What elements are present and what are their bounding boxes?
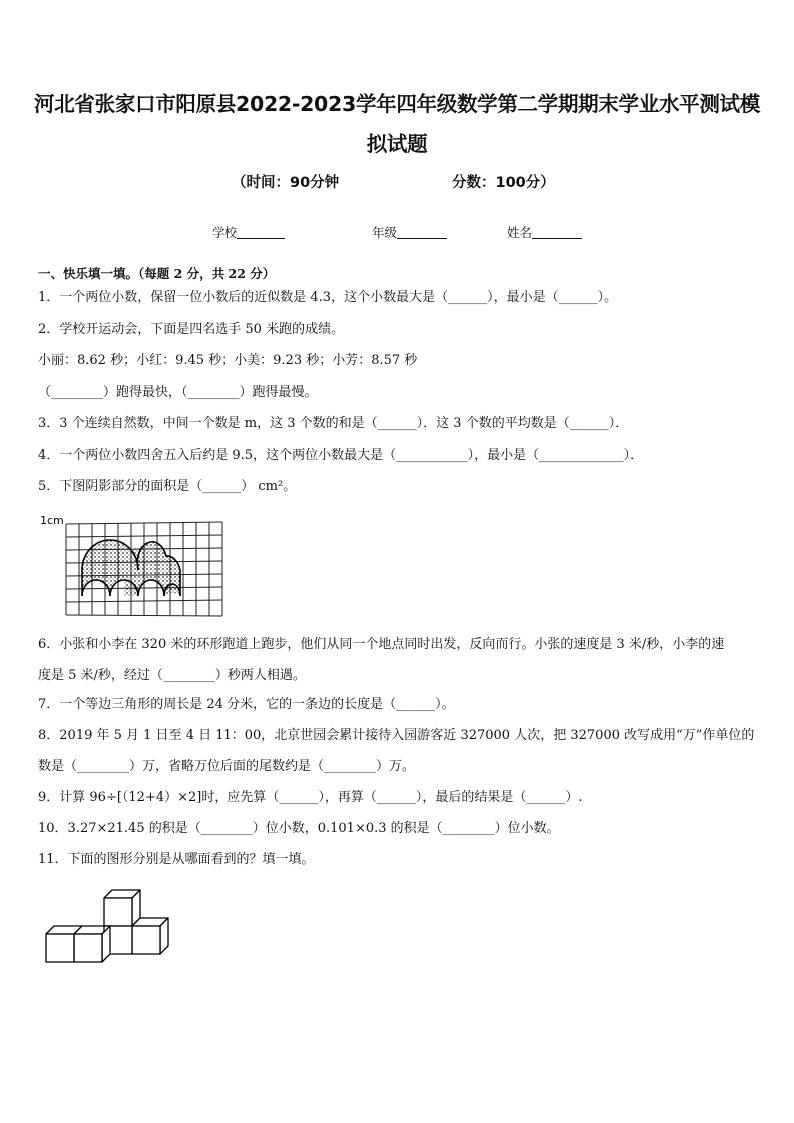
page-title: 河北省张家口市阳原县2022-2023学年四年级数学第二学期期末学业水平测试模拟试题 — [34, 92, 760, 156]
exam-score: 分数：100分） — [452, 175, 555, 191]
school-blank[interactable] — [237, 226, 285, 239]
name-blank[interactable] — [532, 226, 582, 239]
school-field[interactable] — [212, 223, 285, 241]
cube-stack-figure — [38, 884, 170, 970]
cube-stack-diagram — [38, 884, 170, 966]
question-8-line-2: 数是（________）万，省略万位后面的尾数约是（________）万。 — [38, 759, 416, 774]
question-6-line-1: 6．小张和小李在 320 米的环形跑道上跑步，他们从同一个地点同时出发，反向而行。小张的速度是 3 米/秒，小李的速 — [38, 637, 725, 652]
question-7: 7．一个等边三角形的周长是 24 分米，它的一条边的长度是（______）。 — [38, 697, 455, 712]
name-field[interactable] — [507, 223, 582, 241]
question-2-blanks: （________）跑得最快，（________）跑得最慢。 — [38, 385, 318, 400]
grade-label: 年级 — [372, 225, 398, 240]
question-1: 1．一个两位小数，保留一位小数后的近似数是 4.3，这个小数最大是（______），最小是（______）。 — [38, 290, 618, 305]
school-label: 学校 — [212, 225, 238, 240]
question-6-line-2: 度是 5 米/秒，经过（________）秒两人相遇。 — [38, 668, 306, 683]
exam-time: （时间：90分钟 — [232, 175, 340, 191]
shaded-area-grid-diagram — [38, 512, 228, 620]
question-5: 5．下图阴影部分的面积是（______） cm²。 — [38, 479, 297, 494]
question-4: 4．一个两位小数四舍五入后约是 9.5，这个两位小数最大是（___________），最小是（_____________）． — [38, 448, 644, 463]
question-10: 10．3.27×21.45 的积是（________）位小数，0.101×0.3 的积是（________）位小数。 — [38, 821, 560, 836]
question-8-line-1: 8．2019 年 5 月 1 日至 4 日 11：00，北京世园会累计接待入园游客近 327000 人次，把 327000 改写成用“万”作单位的 — [38, 728, 755, 743]
question-11: 11．下面的图形分别是从哪面看到的？填一填。 — [38, 852, 315, 867]
grid-shaded-figure — [38, 512, 228, 624]
question-2-data: 小丽：8.62 秒；小红：9.45 秒；小美：9.23 秒；小芳：8.57 秒 — [38, 353, 418, 368]
name-label: 姓名 — [507, 225, 533, 240]
unit-label: 1cm — [40, 514, 64, 527]
question-2: 2．学校开运动会，下面是四名选手 50 米跑的成绩。 — [38, 322, 345, 337]
question-3: 3．3 个连续自然数，中间一个数是 m，这 3 个数的和是（______）．这 3 个数的平均数是（______）． — [38, 416, 629, 431]
grade-field[interactable] — [372, 223, 447, 241]
question-9: 9．计算 96÷[（12+4）×2]时，应先算（______），再算（______），最后的结果是（______）. — [38, 790, 583, 805]
section-heading: 一、快乐填一填。（每题 2 分，共 22 分） — [38, 266, 276, 281]
grade-blank[interactable] — [397, 226, 447, 239]
